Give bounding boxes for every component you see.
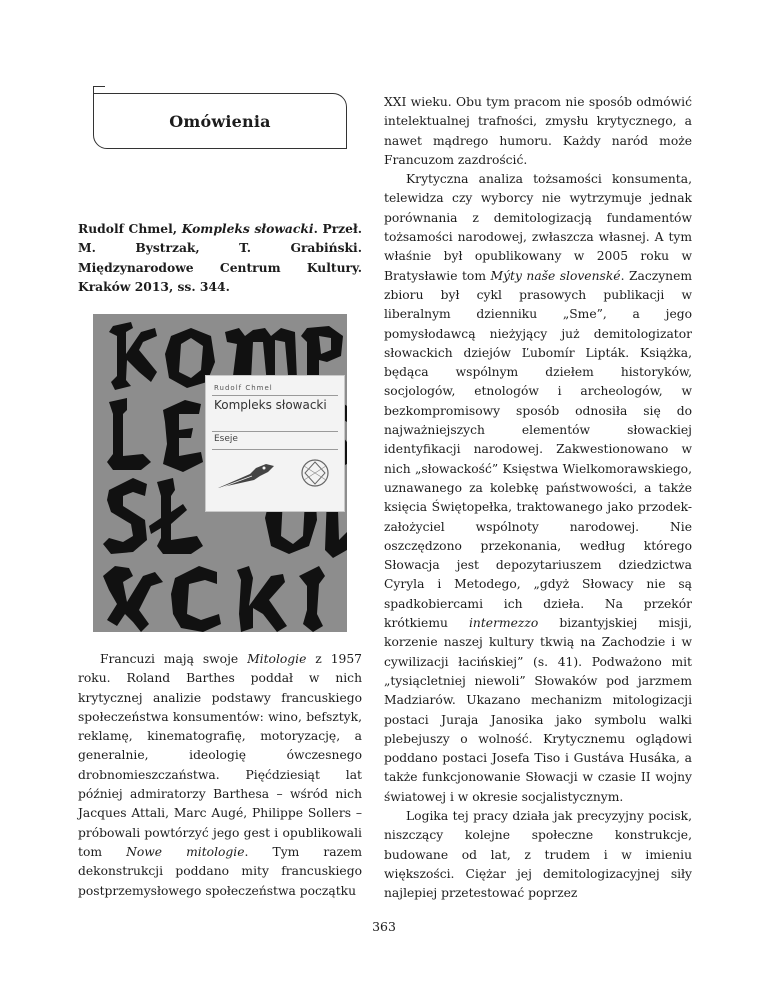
book-details: . Przeł. M. Bystrzak, T. Grabiński. Międzynarodowe Centrum Kultury. Kraków 2013, ss. 344.	[78, 221, 363, 294]
paragraph: XXI wieku. Obu tym pracom nie sposób odmówić intelektualnej trafności, zmysłu krytycznego, a nawet mądrego humoru. Każdy naród może Francuzom zazdrościć.	[384, 95, 692, 167]
cover-author: Rudolf Chmel	[214, 384, 273, 392]
paragraph: Logika tej pracy działa jak precyzyjny pocisk, niszczący kolejne społeczne konstrukcje, budowane od lat, z trudem i w imieniu większości. Ciężar jej demitologizacyjnej siły najlepiej przetestować poprzez	[384, 808, 692, 901]
paragraph: Krytyczna analiza tożsamości konsumenta, telewidza czy wyborcy nie wytrzymuje jednak porównania z demitologizacją fundamentów tożsamości narodowej, zwłaszcza własnej. A tym właśnie był opublikowany w 2005 roku w Bratysławie tom Mýty naše slovenské. Zaczynem zbioru był cykl prasowych publikacji w liberalnym dzienniku „Sme”, a jego pomysłodawcą nieżyjący już demitologizator słowackich dziejów Ľubomír Lipták. Książka, będąca wspólnym dziełem historyków, socjologów, etnologów i archeologów, w bezkompromisowy sposób odnosiła się do najważniejszych elementów słowackiej identyfikacji narodowej. Zakwestionowano w nich „słowackość” Księstwa Wielkomorawskiego, uznawanego za kolebkę państwowości, a także księcia Świętopełka, traktowanego jako przodek-założyciel wspólnoty narodowej. Nie oszczędzono przekonania, według którego Słowacja jest depozytariuszem dziedzictwa Cyryla i Metodego, „gdyż Słowacy nie są spadkobiercami ich dzieła. Na przekór krótkiemu intermezzo bizantyjskiej misji, korzenie naszej kultury tkwią na Zachodzie i w cywilizacji łacińskiej” (s. 41). Podważono mit „tysiącletniej niewoli” Słowaków pod jarzmem Madziarów. Ukazano mechanizm mitologizacji postaci Juraja Janosika jako symbolu walki plebejuszy o wolność. Krytycznemu oglądowi poddano postaci Josefa Tiso i Gustáva Husáka, a także funkcjonowanie Słowacji w czasie II wojny światowej i w okresie socjalistycznym.	[384, 172, 693, 804]
publisher-logo-icon	[298, 456, 332, 490]
book-author: Rudolf Chmel	[78, 221, 173, 236]
left-column-text	[78, 650, 362, 901]
book-cover-front	[206, 376, 344, 511]
book-cover-image	[93, 314, 347, 632]
cover-genre: Eseje	[214, 434, 238, 444]
section-title: Omówienia	[169, 111, 271, 131]
page-number: 363	[372, 919, 396, 934]
book-title: Kompleks słowacki	[181, 221, 314, 236]
section-header-box	[93, 93, 347, 149]
bibliographic-entry: Rudolf Chmel, Kompleks słowacki. Przeł. M. Bystrzak, T. Grabiński. Międzynarodowe Centrum Kultury. Kraków 2013, ss. 344.	[78, 221, 363, 294]
cover-title: Kompleks słowacki	[214, 398, 327, 412]
paragraph: Francuzi mają swoje Mitologie z 1957 roku. Roland Barthes poddał w nich krytycznej analizie podstawy francuskiego społeczeństwa konsumentów: wino, befsztyk, reklamę, kinematografię, motoryzację, a generalnie, ideologię ówczesnego drobnomieszczaństwa. Pięćdziesiąt lat później admiratorzy Barthesa – wśród nich Jacques Attali, Marc Augé, Philippe Sollers – próbowali powtórzyć jego gest i opublikowali tom Nowe mitologie. Tym razem dekonstrukcji poddano mity francuskiego postprzemysłowego społeczeństwa początku	[78, 652, 362, 898]
right-column-text	[384, 93, 692, 903]
fountain-pen-nib-icon	[216, 458, 278, 492]
